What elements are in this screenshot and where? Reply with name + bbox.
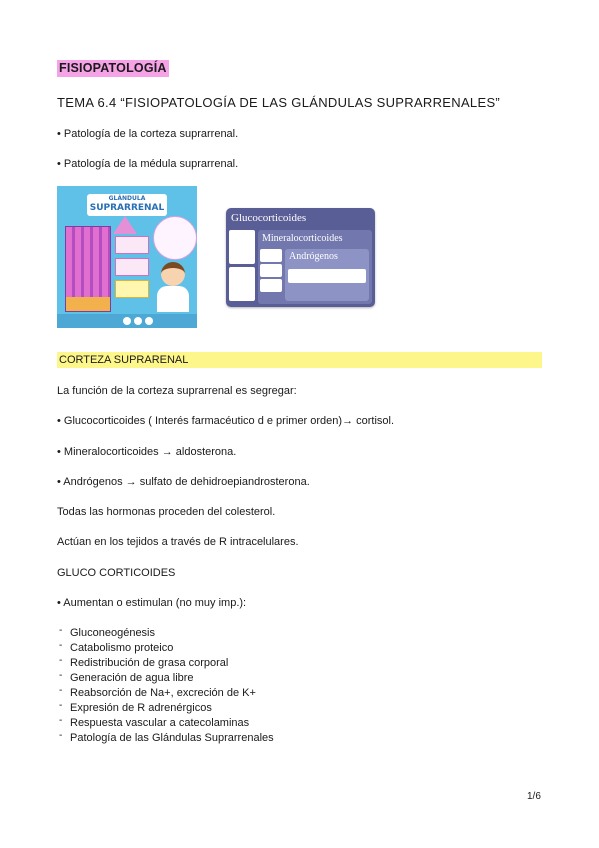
note-cholesterol: Todas las hormonas proceden del colesterol. bbox=[57, 506, 276, 518]
list-item: - Generación de agua libre bbox=[57, 671, 274, 686]
list-item: - Expresión de R adrenérgicos bbox=[57, 701, 274, 716]
character-head bbox=[161, 262, 185, 286]
hormone-bullet-gluco: • Glucocorticoides ( Interés farmacéutico d e primer orden)→ cortisol. bbox=[57, 415, 395, 427]
banner-top-text: GLÁNDULA bbox=[108, 195, 146, 202]
infographic-footer bbox=[57, 314, 197, 328]
document-title: TEMA 6.4 “FISIOPATOLOGÍA DE LAS GLÁNDULAS SUPRARRENALES” bbox=[57, 95, 501, 110]
page-number: 1/6 bbox=[527, 791, 541, 802]
diagram-middle-layer bbox=[258, 230, 372, 304]
gland-triangle bbox=[113, 216, 137, 234]
adrenal-gland-infographic bbox=[57, 186, 197, 328]
diagram-middle-label: Mineralocorticoides bbox=[262, 233, 343, 244]
gluco-heading: GLUCO CORTICOIDES bbox=[57, 567, 176, 579]
gluco-effects-list bbox=[57, 626, 274, 746]
gluco-bullet: • Aumentan o estimulan (no muy imp.): bbox=[57, 597, 247, 609]
diagram-middle-notes bbox=[260, 249, 282, 294]
list-item: - Redistribución de grasa corporal bbox=[57, 656, 274, 671]
section-intro: La función de la corteza suprarrenal es segregar: bbox=[57, 385, 297, 397]
hormone-cloud bbox=[153, 216, 197, 260]
cortex-layers-illustration bbox=[65, 226, 111, 312]
diagram-side-notes bbox=[229, 230, 255, 304]
infographic-banner bbox=[87, 194, 167, 216]
list-item: - Respuesta vascular a catecolaminas bbox=[57, 716, 274, 731]
banner-main-text: SUPRARRENAL bbox=[89, 203, 165, 213]
zone-labels bbox=[115, 236, 149, 302]
character-body bbox=[157, 286, 189, 312]
section-heading-corteza: CORTEZA SUPRARENAL bbox=[57, 352, 542, 368]
list-item: - Catabolismo proteico bbox=[57, 641, 274, 656]
note-receptors: Actúan en los tejidos a través de R intracelulares. bbox=[57, 536, 299, 548]
diagram-inner-layer bbox=[285, 249, 369, 301]
hormone-bullet-andro: • Andrógenos → sulfato de dehidroepiandrosterona. bbox=[57, 476, 310, 488]
intro-bullet-cortex: • Patología de la corteza suprarrenal. bbox=[57, 128, 239, 140]
hormone-bullet-mineralo: • Mineralocorticoides → aldosterona. bbox=[57, 446, 237, 458]
diagram-inner-note bbox=[288, 269, 366, 283]
subject-heading: FISIOPATOLOGÍA bbox=[59, 61, 167, 75]
diagram-outer-label: Glucocorticoides bbox=[231, 212, 307, 224]
diagram-inner-label: Andrógenos bbox=[289, 251, 338, 262]
list-item: - Patología de las Glándulas Suprarrenales bbox=[57, 731, 274, 746]
hormone-layers-diagram bbox=[226, 208, 375, 307]
intro-bullet-medulla: • Patología de la médula suprarrenal. bbox=[57, 158, 239, 170]
list-item: - Gluconeogénesis bbox=[57, 626, 274, 641]
list-item: - Reabsorción de Na+, excreción de K+ bbox=[57, 686, 274, 701]
